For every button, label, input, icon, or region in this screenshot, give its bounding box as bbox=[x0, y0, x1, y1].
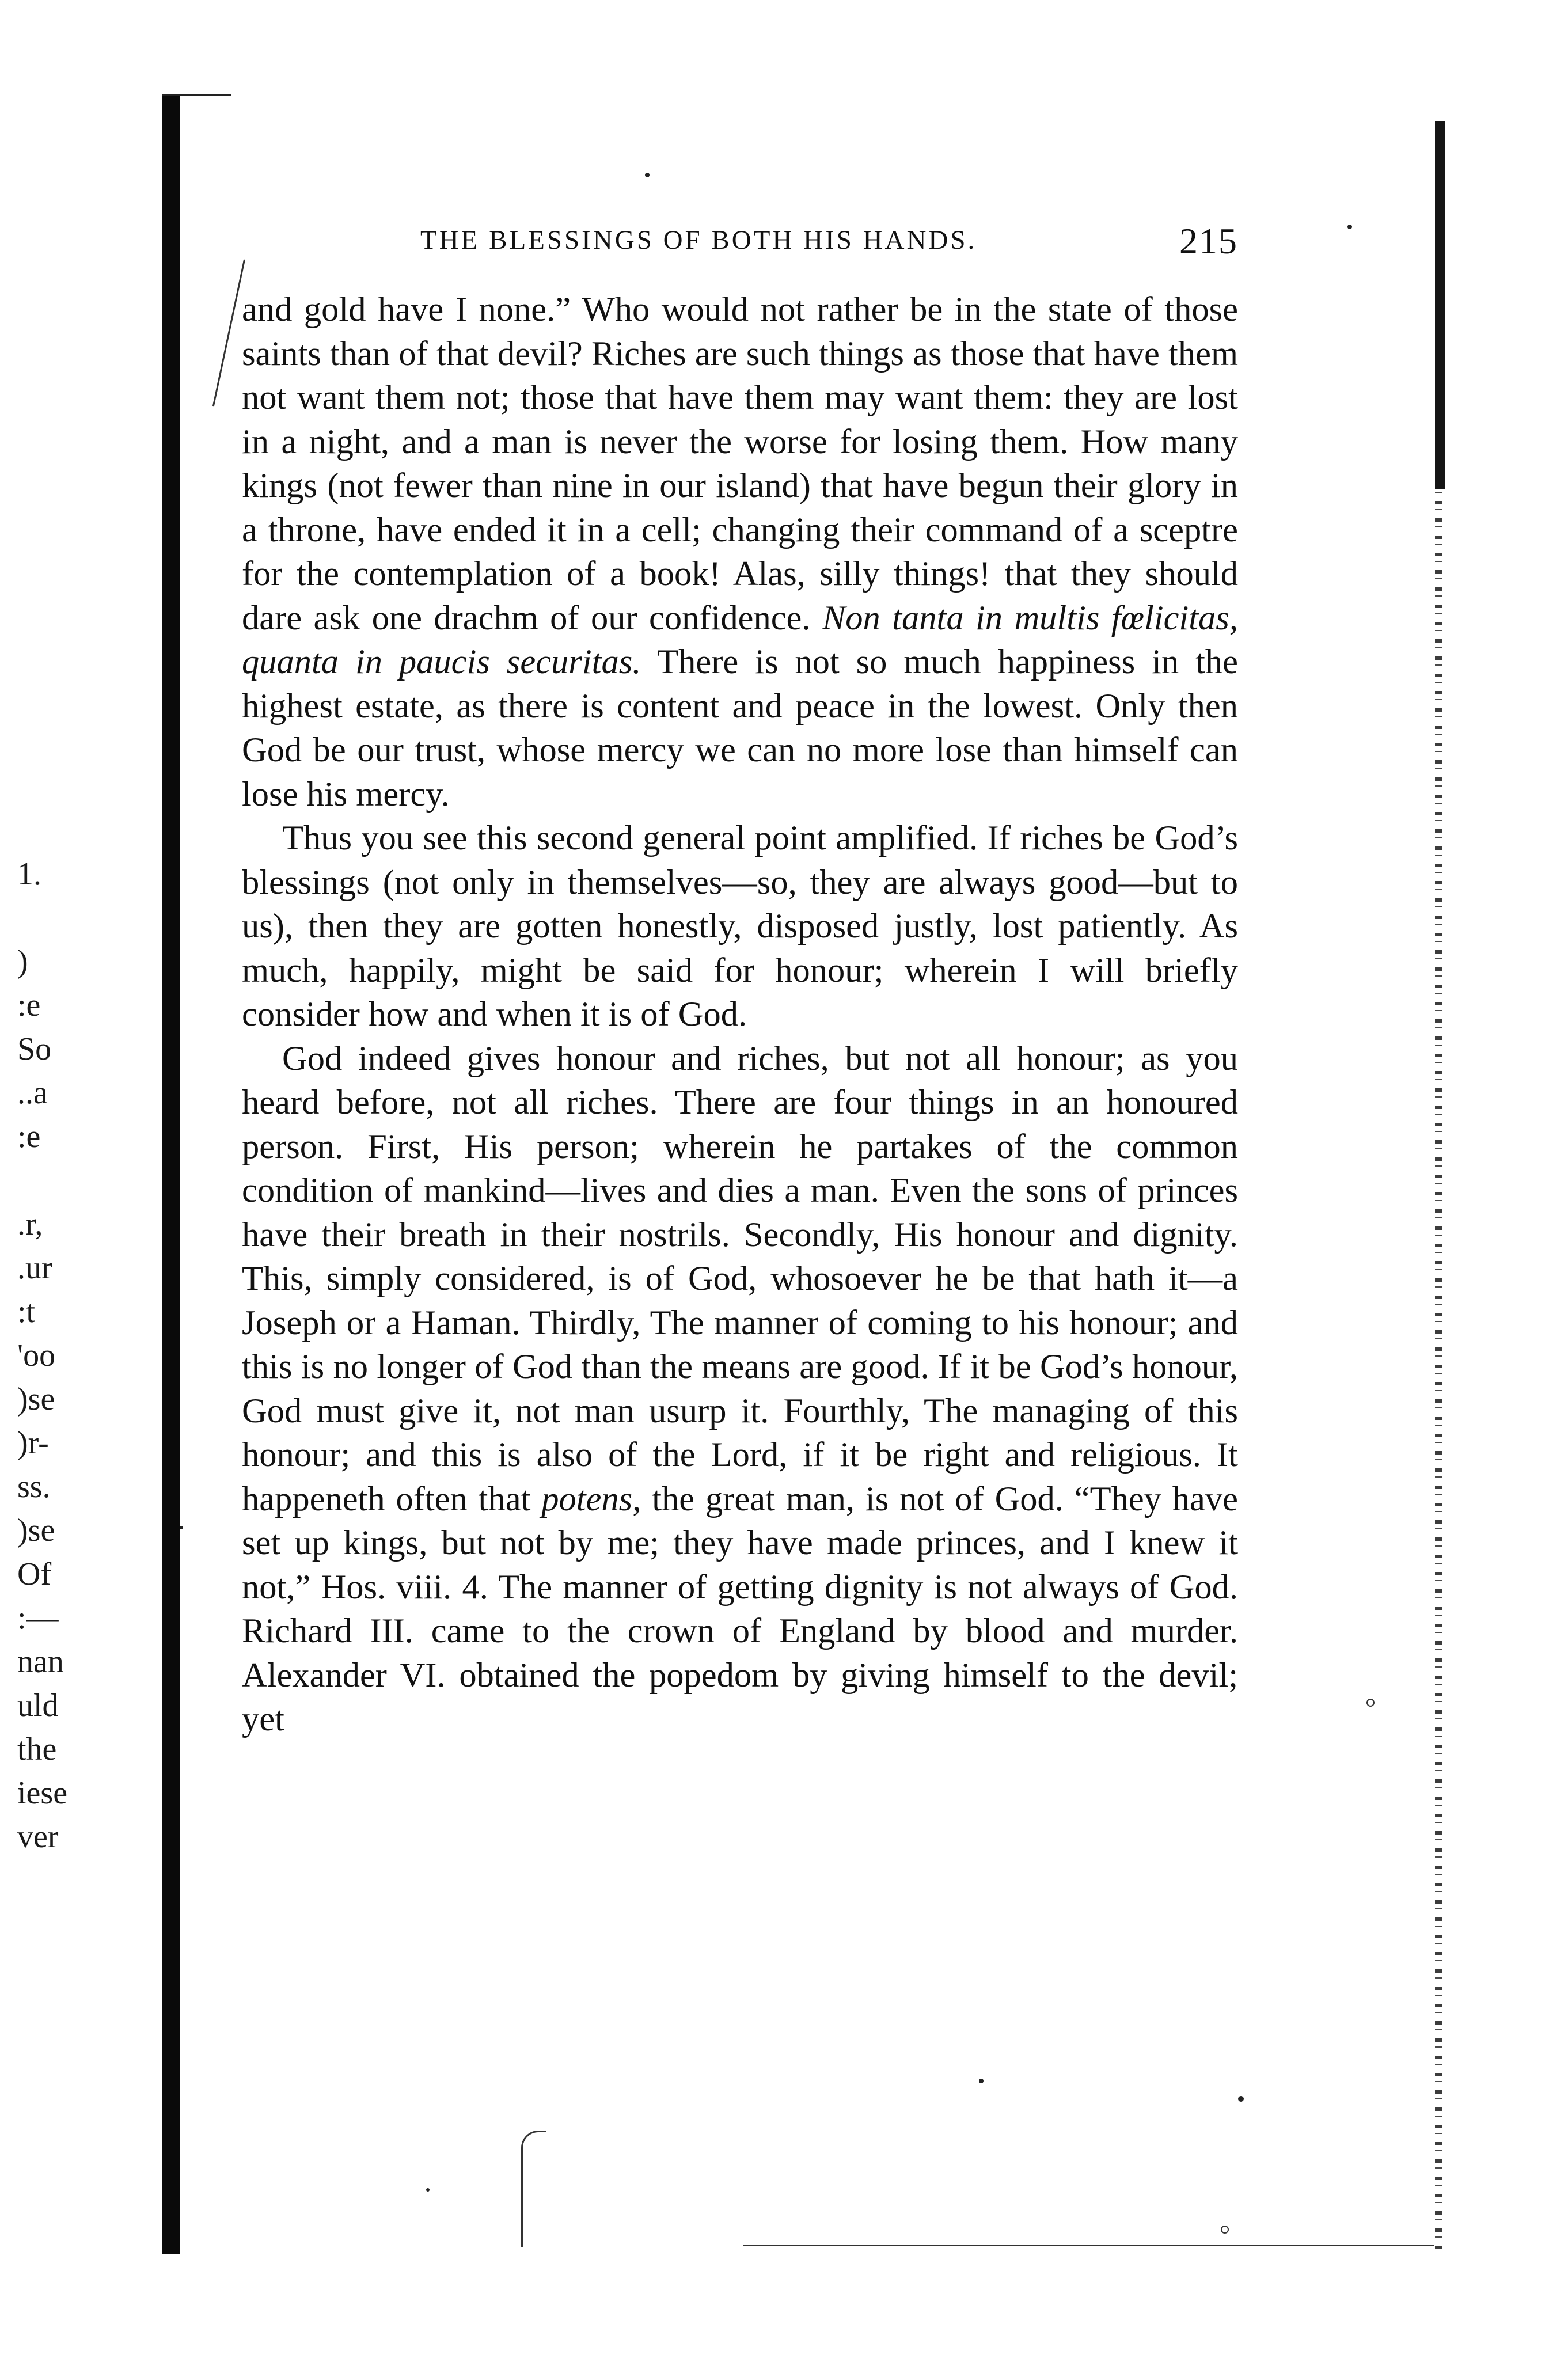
scan-speck bbox=[979, 2079, 984, 2083]
bleed-line: :e bbox=[17, 1119, 41, 1155]
bleed-line: ss. bbox=[17, 1469, 51, 1505]
text-run: There is not so much happiness in the highest estate, as there is content and peace in the lowest. Only then God be our trust, whose mercy we can no more lose than himself can lose his mercy. bbox=[242, 643, 1239, 814]
scan-speck bbox=[426, 2188, 430, 2192]
paragraph bbox=[242, 817, 1238, 1037]
bleed-line: ..a bbox=[17, 1075, 48, 1111]
text-run: God indeed gives honour and riches, but not all honour; as you heard before, not all riches. There are four things in an honoured person. First, His person; wherein he partakes of the common condition of mankind—lives and dies a man. Even the sons of princes have their breath in their nostrils. Secondly, His honour and dignity. This, simply considered, is of God, whosoever he be that hath it—a Joseph or a Haman. Thirdly, The manner of coming to his honour; and this is no longer of God than the means are good. If it be God’s honour, God must give it, not man usurp it. Fourthly, The managing of this honour; and this is also of the Lord, if it be right and religious. It happeneth often that bbox=[242, 1039, 1238, 1518]
italic-latin-text: potens bbox=[541, 1479, 633, 1518]
bleed-line: )r- bbox=[17, 1425, 49, 1461]
bleed-line: So bbox=[17, 1031, 52, 1067]
italic-latin-text: Non tanta in multis fœlicitas, quanta in paucis securitas. bbox=[242, 598, 1238, 681]
running-title: THE BLESSINGS OF BOTH HIS HANDS. bbox=[420, 225, 977, 255]
bleed-line: the bbox=[17, 1731, 57, 1767]
bleed-line: ver bbox=[17, 1819, 59, 1855]
text-run: Thus you see this second general point amplified. If riches be God’s blessings (not only in themselves—so, they are always good—but to us), then they are gotten honestly, disposed justly, lost patiently. As much, happily, might be said for honour; wherein I will briefly consider how and when it is of God. bbox=[242, 819, 1238, 1034]
body-text bbox=[242, 288, 1238, 1742]
scan-edge-top bbox=[162, 94, 231, 96]
bleed-line: iese bbox=[17, 1775, 68, 1811]
bleed-line: :t bbox=[17, 1294, 36, 1330]
bleed-line: Of bbox=[17, 1556, 52, 1592]
page-edge-right-dark bbox=[1435, 121, 1445, 489]
bleed-line: )se bbox=[17, 1513, 55, 1548]
bleed-line: .r, bbox=[17, 1206, 43, 1242]
binding-gutter bbox=[162, 95, 180, 2254]
scan-speck bbox=[1347, 225, 1352, 229]
bleed-line: .ur bbox=[17, 1250, 52, 1286]
bleed-line: )se bbox=[17, 1381, 55, 1417]
bleed-line: 1. bbox=[17, 856, 41, 892]
facing-page-bleed-through bbox=[17, 852, 155, 1859]
bleed-line: :— bbox=[17, 1600, 59, 1636]
pencil-mark-bottom bbox=[521, 2131, 546, 2247]
bleed-line: ) bbox=[17, 944, 28, 979]
scan-speck bbox=[1221, 2226, 1229, 2234]
bleed-line: uld bbox=[17, 1688, 59, 1723]
bleed-line: :e bbox=[17, 988, 41, 1023]
text-run: and gold have I none.” Who would not rather be in the state of those saints than of that devil? Riches are such things as those that have them not want them not; those that have them may want them: they are lost in a night, and a man is never the worse for losing them. How many kings (not fewer than nine in our island) that have begun their glory in a throne, have ended it in a cell; changing their command of a sceptre for the contemplation of a book! Alas, silly things! that they should dare ask one drachm of our confidence. bbox=[242, 290, 1238, 637]
bleed-line bbox=[17, 1159, 155, 1202]
page-number: 215 bbox=[1179, 221, 1238, 261]
paragraph bbox=[242, 1037, 1238, 1742]
bleed-line: nan bbox=[17, 1644, 64, 1680]
bleed-line: 'oo bbox=[17, 1338, 56, 1373]
running-header bbox=[420, 221, 1238, 271]
pencil-mark-top-left bbox=[212, 260, 245, 407]
text-run: , the great man, is not of God. “They have set up kings, but not by me; they have made princes, and I knew it not,” Hos. viii. 4. The manner of getting dignity is not always of God. Richard III. came to the crown of England by blood and murder. Alexander VI. obtained the popedom by giving himself to the devil; yet bbox=[242, 1479, 1238, 1738]
scan-speck bbox=[1366, 1699, 1375, 1707]
paragraph bbox=[242, 288, 1238, 817]
scan-speck bbox=[1238, 2096, 1244, 2102]
scan-speck bbox=[180, 1526, 183, 1529]
bleed-line bbox=[17, 896, 155, 940]
scan-speck bbox=[645, 173, 650, 177]
page-edge-bottom bbox=[743, 2245, 1434, 2246]
